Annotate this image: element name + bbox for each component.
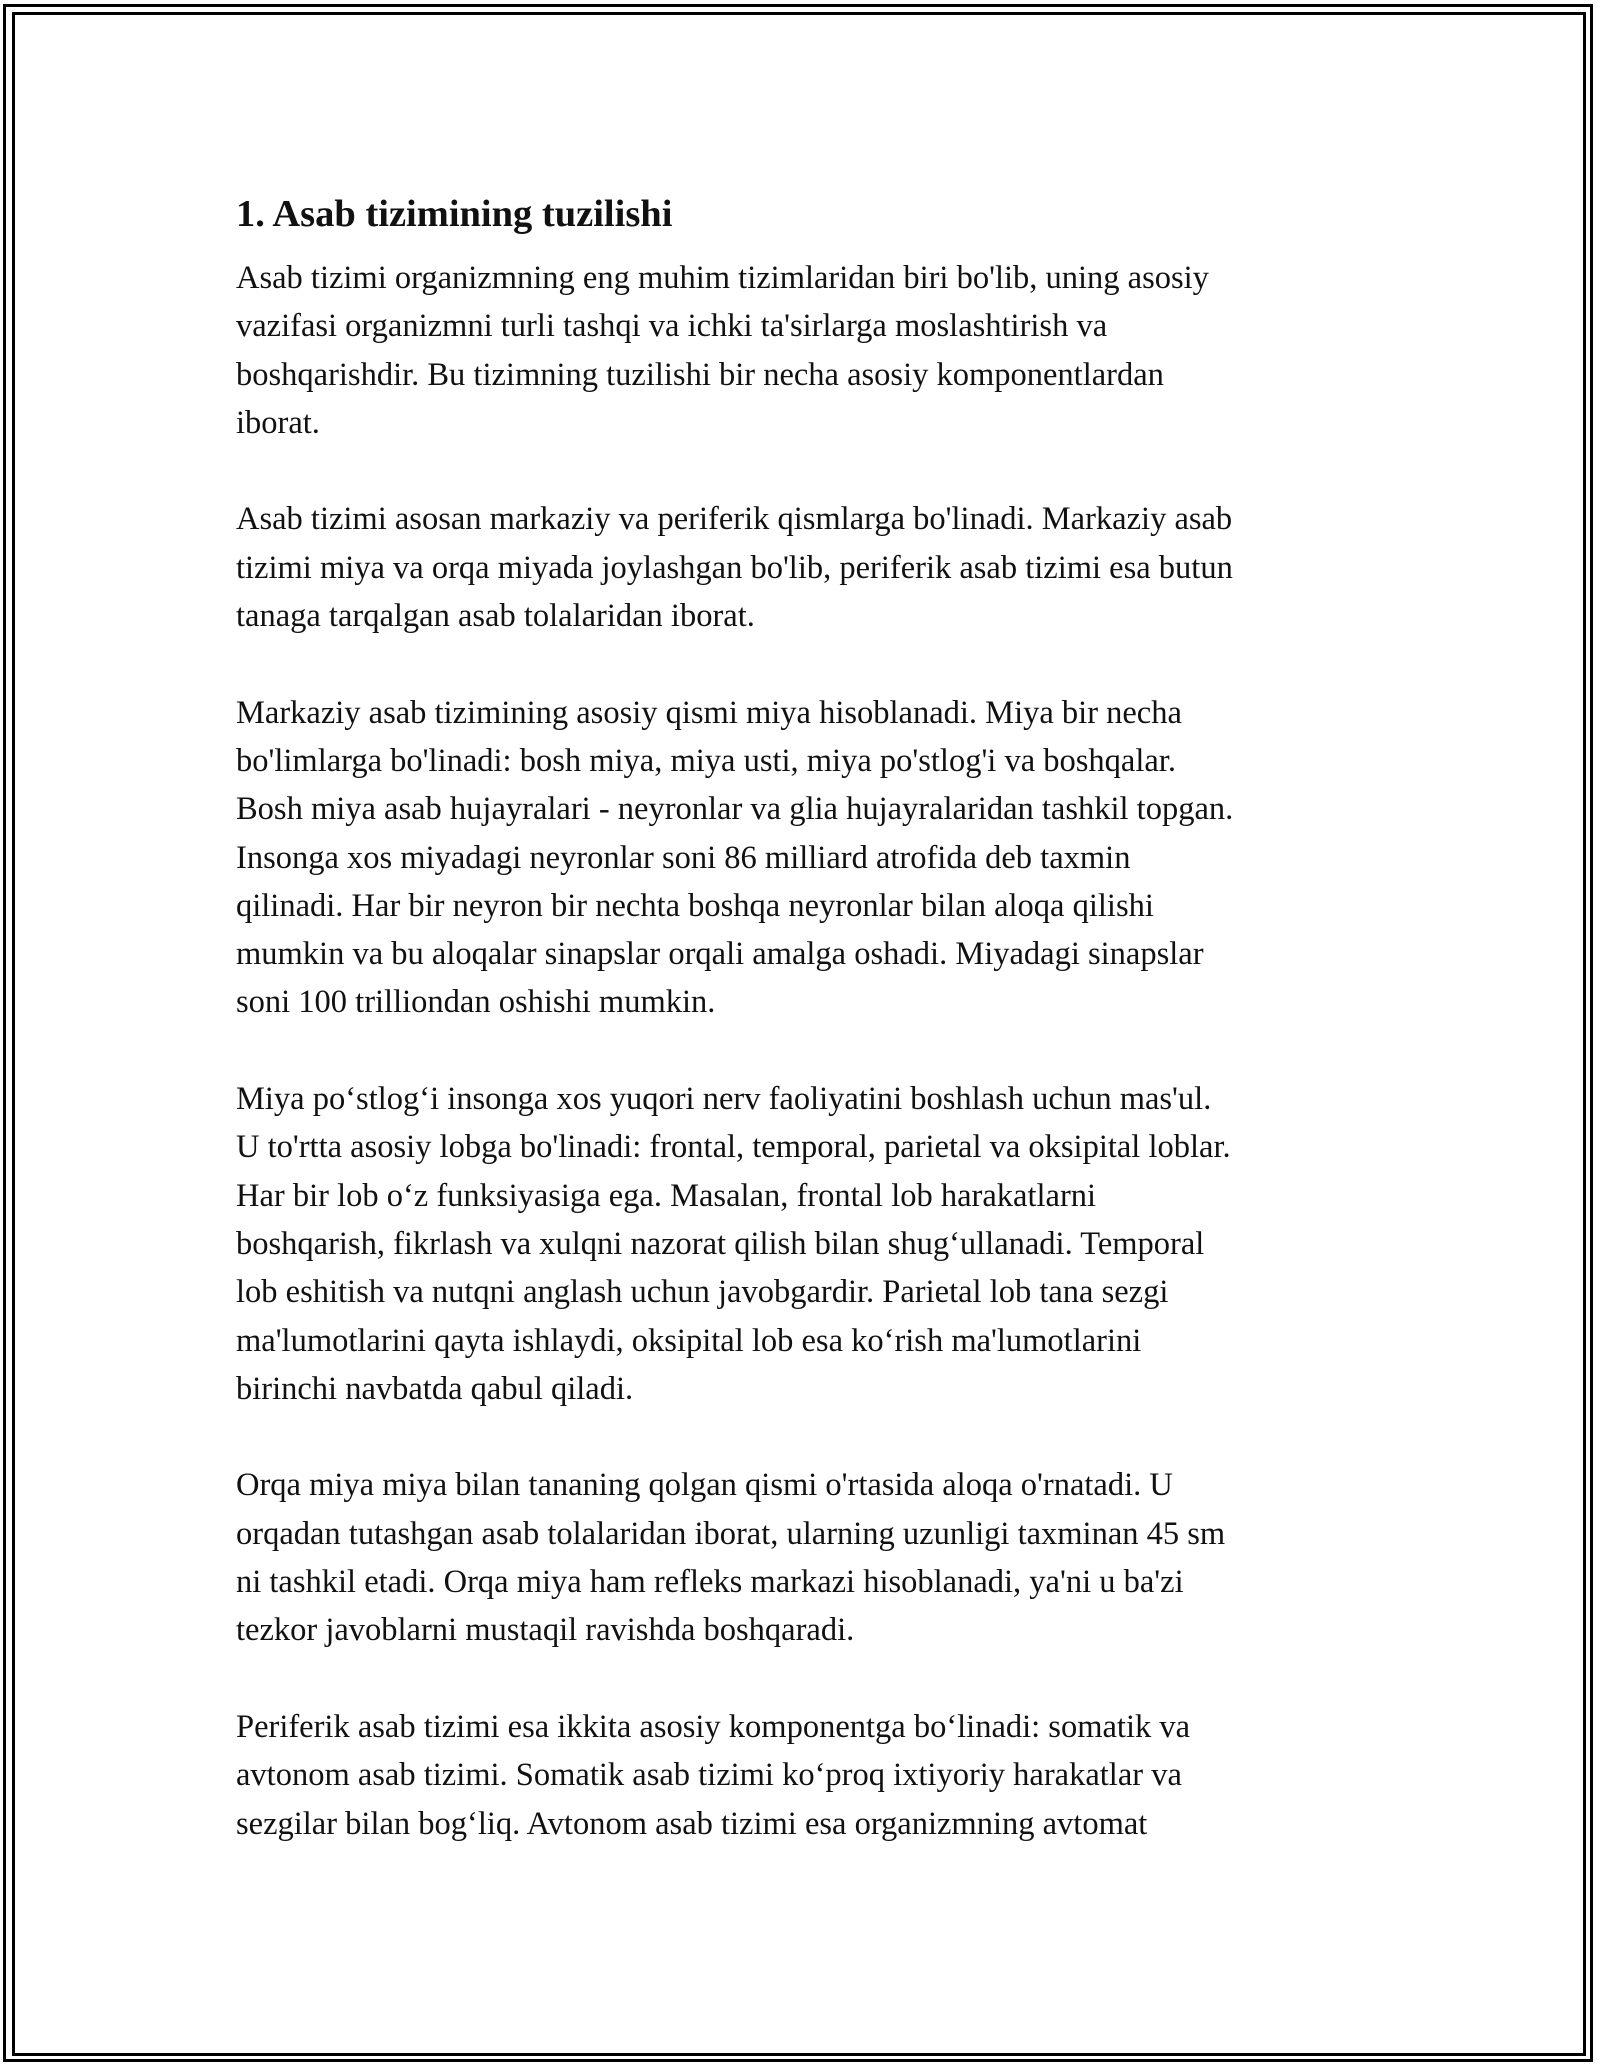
paragraph-line: orqadan tutashgan asab tolalaridan iborat, ularning uzunligi taxminan 45 sm (236, 1515, 1226, 1552)
paragraph (236, 1461, 1366, 1654)
paragraph-line: qilinadi. Har bir neyron bir nechta boshqa neyronlar bilan aloqa qilishi (236, 887, 1154, 924)
paragraph-line: sezgilar bilan bog‘liq. Avtonom asab tizimi esa organizmning avtomat (236, 1805, 1148, 1842)
paragraph-line: avtonom asab tizimi. Somatik asab tizimi ko‘proq ixtiyoriy harakatlar va (236, 1757, 1182, 1794)
paragraph-line: bo'limlarga bo'linadi: bosh miya, miya usti, miya po'stlog'i va boshqalar. (236, 742, 1176, 779)
paragraph-line: lob eshitish va nutqni anglash uchun javobgardir. Parietal lob tana sezgi (236, 1274, 1169, 1311)
paragraph-line: tezkor javoblarni mustaqil ravishda boshqaradi. (236, 1612, 855, 1649)
paragraph-line: mumkin va bu aloqalar sinapslar orqali amalga oshadi. Miyadagi sinapslar (236, 936, 1204, 973)
paragraph-line: ni tashkil etadi. Orqa miya ham refleks markazi hisoblanadi, ya'ni u ba'zi (236, 1564, 1184, 1601)
paragraph-line: Insonga xos miyadagi neyronlar soni 86 milliard atrofida deb taxmin (236, 839, 1131, 876)
paragraph-line: Orqa miya miya bilan tananing qolgan qismi o'rtasida aloqa o'rnatadi. U (236, 1467, 1173, 1504)
paragraph-line: tanaga tarqalgan asab tolalaridan iborat. (236, 598, 755, 635)
paragraph-line: Markaziy asab tizimining asosiy qismi miya hisoblanadi. Miya bir necha (236, 694, 1182, 731)
paragraph-line: Har bir lob o‘z funksiyasiga ega. Masalan, frontal lob harakatlarni (236, 1177, 1097, 1214)
document-body (236, 188, 1366, 1896)
paragraph-line: Miya po‘stlog‘i insonga xos yuqori nerv faoliyatini boshlash uchun mas'ul. (236, 1081, 1212, 1118)
paragraph-line: vazifasi organizmni turli tashqi va ichki ta'sirlarga moslashtirish va (236, 308, 1108, 345)
paragraph-line: Asab tizimi asosan markaziy va periferik qismlarga bo'linadi. Markaziy asab (236, 501, 1233, 538)
paragraph-line: boshqarish, fikrlash va xulqni nazorat qilish bilan shug‘ullanadi. Temporal (236, 1225, 1205, 1262)
paragraph-line: soni 100 trilliondan oshishi mumkin. (236, 984, 716, 1021)
paragraph (236, 1703, 1366, 1848)
paragraph (236, 689, 1366, 1027)
paragraph-line: iborat. (236, 404, 320, 441)
paragraph (236, 1075, 1366, 1413)
paragraph-line: U to'rtta asosiy lobga bo'linadi: frontal, temporal, parietal va oksipital loblar. (236, 1129, 1231, 1166)
paragraph-line: birinchi navbatda qabul qiladi. (236, 1370, 634, 1407)
paragraph-line: Asab tizimi organizmning eng muhim tizimlaridan biri bo'lib, uning asosiy (236, 260, 1209, 296)
paragraph-line: boshqarishdir. Bu tizimning tuzilishi bir necha asosiy komponentlardan (236, 356, 1164, 393)
section-heading: 1. Asab tizimining tuzilishi (236, 193, 673, 235)
paragraph-list (236, 254, 1366, 1848)
paragraph (236, 254, 1366, 447)
paragraph-line: ma'lumotlarini qayta ishlaydi, oksipital lob esa ko‘rish ma'lumotlarini (236, 1322, 1142, 1359)
paragraph-line: Periferik asab tizimi esa ikkita asosiy komponentga bo‘linadi: somatik va (236, 1708, 1191, 1745)
paragraph (236, 495, 1366, 640)
paragraph-line: Bosh miya asab hujayralari - neyronlar va glia hujayralaridan tashkil topgan. (236, 791, 1234, 828)
paragraph-line: tizimi miya va orqa miyada joylashgan bo'lib, periferik asab tizimi esa butun (236, 549, 1233, 586)
